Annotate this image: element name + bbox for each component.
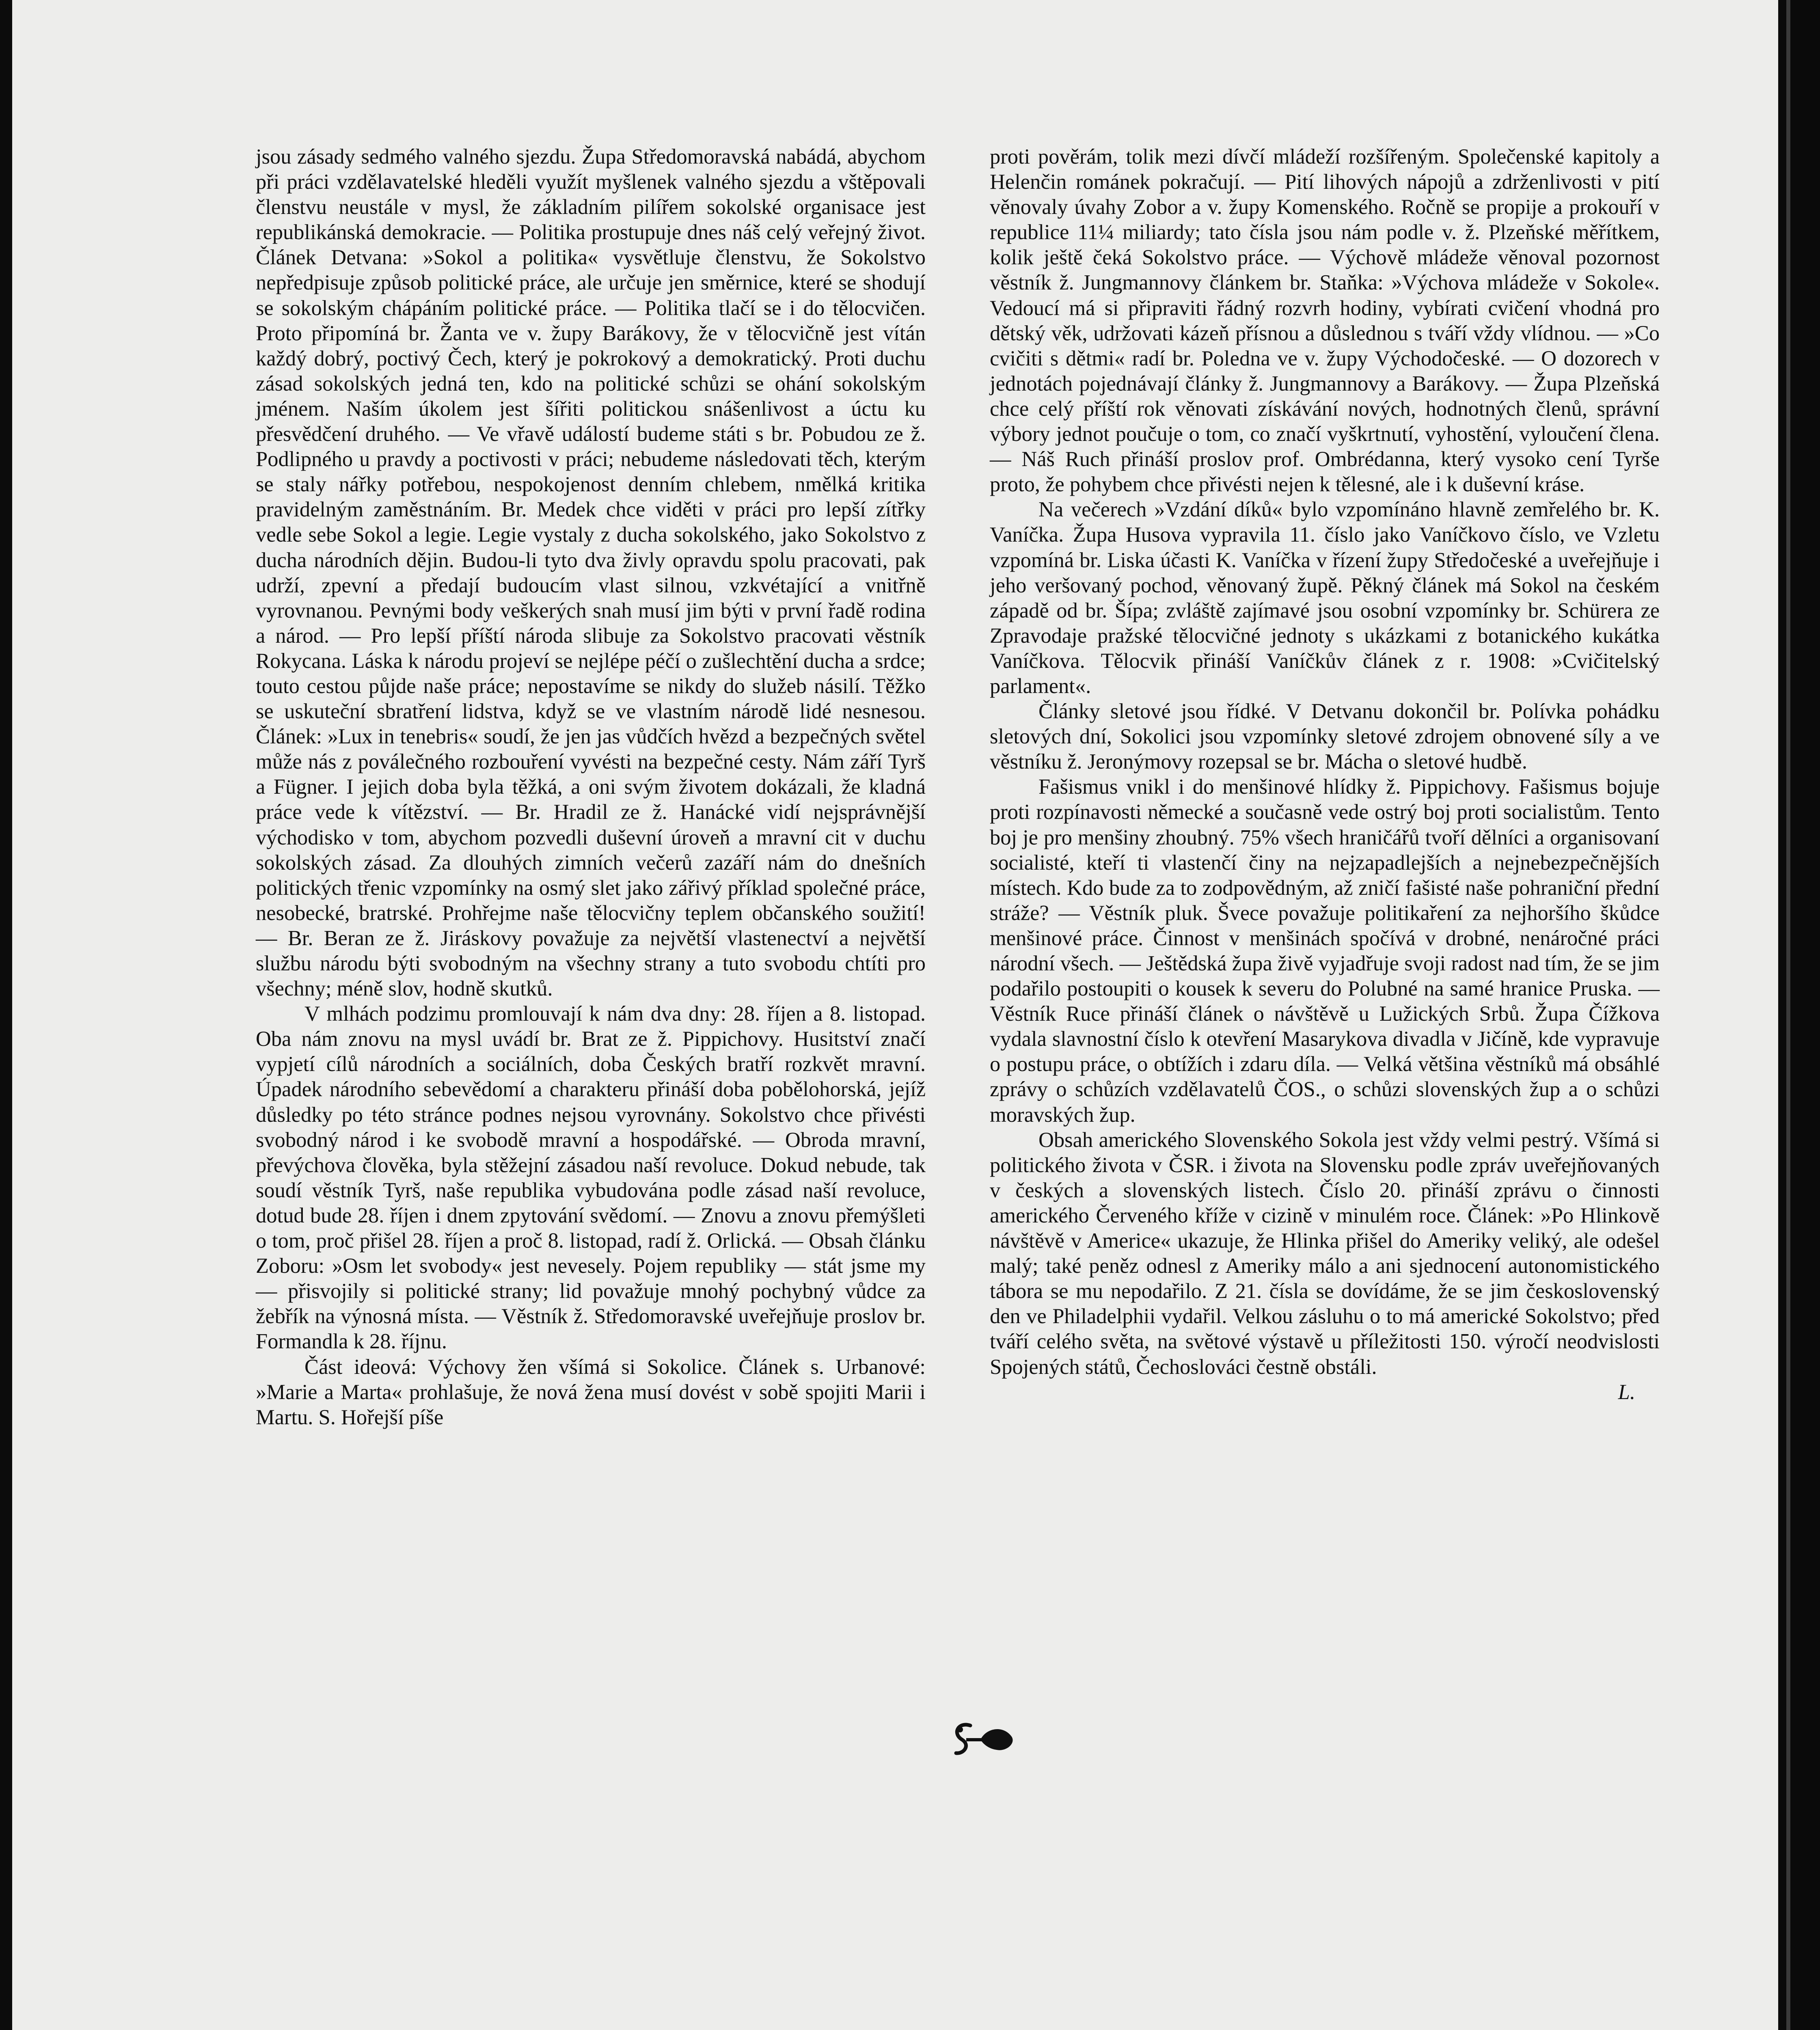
article-right-column bbox=[990, 144, 1660, 1405]
newspaper-page bbox=[12, 0, 1778, 2030]
fleuron-ornament-icon bbox=[942, 1717, 1023, 1762]
right-paragraph-1: proti pověrám, tolik mezi dívčí mládeží rozšířeným. Společenské kapitoly a Helenčin románek pokračují. — Pití lihových nápojů a zdrženlivosti v pití věnovaly úvahy Zobor a v. župy Komenského. Ročně se propije a prokouří v republice 11¼ miliardy; tato čísla jsou nám podle v. ž. Plzeňské měřítkem, kolik ještě čeká Sokolstvo práce. — Výchově mládeže věnoval pozornost věstník ž. Jungmannovy článkem br. Staňka: »Výchova mládeže v Sokole«. Vedoucí má si připraviti řádný rozvrh hodiny, vybírati cvičení vhodná pro dětský věk, udržovati kázeň přísnou a důslednou s tváří vždy vlídnou. — »Co cvičiti s dětmi« radí br. Poledna ve v. župy Východočeské. — O dozorech v jednotách pojednávají články ž. Jungmannovy a Barákovy. — Župa Plzeňská chce celý příští rok věnovati získávání nových, hodnotných členů, správní výbory jednot poučuje o tom, co značí vyškrtnutí, vyhostění, vyloučení člena. — Náš Ruch přináší proslov prof. Ombrédanna, který vysoko cení Tyrše proto, že pohybem chce přivésti nejen k tělesné, ale i k duševní kráse. bbox=[990, 145, 1660, 497]
right-paragraph-5: Obsah amerického Slovenského Sokola jest vždy velmi pestrý. Všímá si politického života v ČSR. i života na Slovensku podle zpráv uveřejňovaných v českých a slovenských listech. Číslo 20. přináší zprávu o činnosti amerického Červeného kříže v cizině v minulém roce. Článek: »Po Hlinkově návštěvě v Americe« ukazuje, že Hlinka přišel do Ameriky veliký, ale odešel malý; také peněz odnesl z Ameriky málo a ani sjednocení autonomistického tábora se mu nepodařilo. Z 21. čísla se dovídáme, že se jim československý den ve Philadelphii vydařil. Velkou zásluhu o to má americké Sokolstvo; před tváří celého světa, na světové výstavě u příležitosti 150. výročí neodvislosti Spojených států, Čechoslováci čestně obstáli. bbox=[990, 1128, 1660, 1379]
scan-border bbox=[1778, 0, 1820, 2030]
right-paragraph-4: Fašismus vnikl i do menšinové hlídky ž. Pippichovy. Fašismus bojuje proti rozpínavosti německé a současně vede ostrý boj proti socialistům. Tento boj je pro menšiny zhoubný. 75% všech hraničářů tvoří dělníci a organisovaní socialisté, kteří ti vlastenčí činy na nejzapadlejších a nejnebezpečnějších místech. Kdo bude za to zodpovědným, až zničí fašisté naše pohraniční přední stráže? — Věstník pluk. Švece považuje politikaření za nejhoršího škůdce menšinové práce. Činnost v menšinách spočívá v drobné, nenáročné práci národní všech. — Ještědská župa živě vyjadřuje svoji radost nad tím, že se jim podařilo postoupiti o kousek k severu do Polubné na samé hranice Pruska. — Věstník Ruce přináší článek o návštěvě u Lužických Srbů. Župa Čížkova vydala slavnostní číslo k otevření Masarykova divadla v Jičíně, kde vypravuje o postupu práce, o obtížích i zdaru díla. — Velká většina věstníků má obsáhlé zprávy o schůzích vzdělavatelů ČOS., o schůzi slovenských žup a o schůzi moravských žup. bbox=[990, 775, 1660, 1127]
scan-edge-line bbox=[1786, 0, 1790, 2030]
right-paragraph-3: Články sletové jsou řídké. V Detvanu dokončil br. Polívka pohádku sletových dní, Sokolici jsou vzpomínky sletové zdrojem obnovené síly a ve věstníku ž. Jeronýmovy rozepsal se br. Mácha o sletové hudbě. bbox=[990, 700, 1660, 774]
left-paragraph-2: V mlhách podzimu promlouvají k nám dva dny: 28. říjen a 8. listopad. Oba nám znovu na mysl uvádí br. Brat ze ž. Pippichovy. Husitství značí vypjetí cílů národních a sociálních, doba Českých bratří rozkvět mravní. Úpadek národního sebevědomí a charakteru přináší doba pobělohorská, jejíž důsledky po této stránce podnes nejsou vyrovnány. Sokolstvo chce přivésti svobodný národ i ke svobodě mravní a hospodářské. — Obroda mravní, převýchova člověka, byla stěžejní zásadou naší revoluce. Dokud nebude, tak soudí věstník Tyrš, naše republika vybudována podle zásad naší revoluce, dotud bude 28. říjen i dnem zpytování svědomí. — Znovu a znovu přemýšleti o tom, proč přišel 28. říjen a proč 8. listopad, radí ž. Orlická. — Obsah článku Zoboru: »Osm let svobody« jest nevesely. Pojem republiky — stát jsme my — přisvojily si politické strany; lid považuje mnohý pochybný vůdce za žebřík na výnosná místa. — Věstník ž. Středomoravské uveřejňuje proslov br. Formandla k 28. říjnu. bbox=[256, 1002, 926, 1354]
right-paragraph-2: Na večerech »Vzdání díků« bylo vzpomínáno hlavně zemřelého br. K. Vaníčka. Župa Husova vypravila 11. číslo jako Vaníčkovo číslo, ve Vzletu vzpomíná br. Liska účasti K. Vaníčka v řízení župy Středočeské a uveřejňuje i jeho veršovaný pochod, věnovaný župě. Pěkný článek má Sokol na českém západě od br. Šípa; zvláště zajímavé jsou osobní vzpomínky br. Schürera ze Zpravodaje pražské tělocvičné jednoty s ukázkami z botanického kukátka Vaníčkova. Tělocvik přináší Vaníčkův článek z r. 1908: »Cvičitelský parlament«. bbox=[990, 498, 1660, 698]
author-signature: L. bbox=[1618, 1380, 1635, 1404]
left-paragraph-3: Část ideová: Výchovy žen všímá si Sokolice. Článek s. Urbanové: »Marie a Marta« prohlašuje, že nová žena musí dovést v sobě spojiti Marii i Martu. S. Hořejší píše bbox=[256, 1355, 926, 1429]
left-paragraph-1: jsou zásady sedmého valného sjezdu. Župa Středomoravská nabádá, abychom při práci vzdělavatelské hleděli využít myšlenek valného sjezdu a vštěpovali členstvu neustále v mysl, že základním pilířem sokolské organisace jest republikánská demokracie. — Politika prostupuje dnes náš celý veřejný život. Článek Detvana: »Sokol a politika« vysvětluje členstvu, že Sokolstvo nepředpisuje způsob politické práce, ale určuje jen směrnice, které se shodují se sokolským chápáním politické práce. — Politika tlačí se i do tělocvičen. Proto připomíná br. Žanta ve v. župy Barákovy, že v tělocvičně jest vítán každý dobrý, poctivý Čech, který je pokrokový a demokratický. Proti duchu zásad sokolských jedná ten, kdo na politické schůzi se ohání sokolským jménem. Naším úkolem jest šířiti politickou snášenlivost a úctu ku přesvědčení druhého. — Ve vřavě událostí budeme státi s br. Pobudou ze ž. Podlipného u pravdy a poctivosti v práci; nebudeme následovati těch, kterým se staly nářky potřebou, nespokojenost denním chlebem, nmělká kritika pravidelným zaměstnáním. Br. Medek chce viděti v práci pro lepší zítřky vedle sebe Sokol a legie. Legie vystaly z ducha sokolského, jako Sokolstvo z ducha národních dějin. Budou-li tyto dva živly opravdu spolu pracovati, pak udrží, zpevní a předají budoucím vlast silnou, vzkvétající a vnitřně vyrovnanou. Pevnými body veškerých snah musí jim býti v první řadě rodina a národ. — Pro lepší příští národa slibuje za Sokolstvo pracovati věstník Rokycana. Láska k národu projeví se nejlépe péčí o zušlechtění ducha a srdce; touto cestou půjde naše práce; nepostavíme se nikdy do služeb násilí. Těžko se uskuteční sbratření lidstva, když se ve vlastním národě lidé nesnesou. Článek: »Lux in tenebris« soudí, že jen jas vůdčích hvězd a bezpečných světel může nás z poválečného rozbouření vyvésti na bezpečné cesty. Nám září Tyrš a Fügner. I jejich doba byla těžká, a oni svým životem dokázali, že kladná práce vede k vítězství. — Br. Hradil ze ž. Hanácké vidí nejsprávnější východisko v tom, abychom pozvedli duševní úroveň a mravní cit v duchu sokolských zásad. Za dlouhých zimních večerů zazáří nám do dnešních politických třenic vzpomínky na osmý slet jako zářivý příklad společné práce, nesobecké, bratrské. Prohřejme naše tělocvičny teplem občanského soužití! — Br. Beran ze ž. Jiráskovy považuje za největší vlastenectví a největší službu národu býti svobodným na všechny strany a tuto svobodu chtíti pro všechny; méně slov, hodně skutků. bbox=[256, 145, 926, 1001]
article-left-column bbox=[256, 144, 926, 1430]
